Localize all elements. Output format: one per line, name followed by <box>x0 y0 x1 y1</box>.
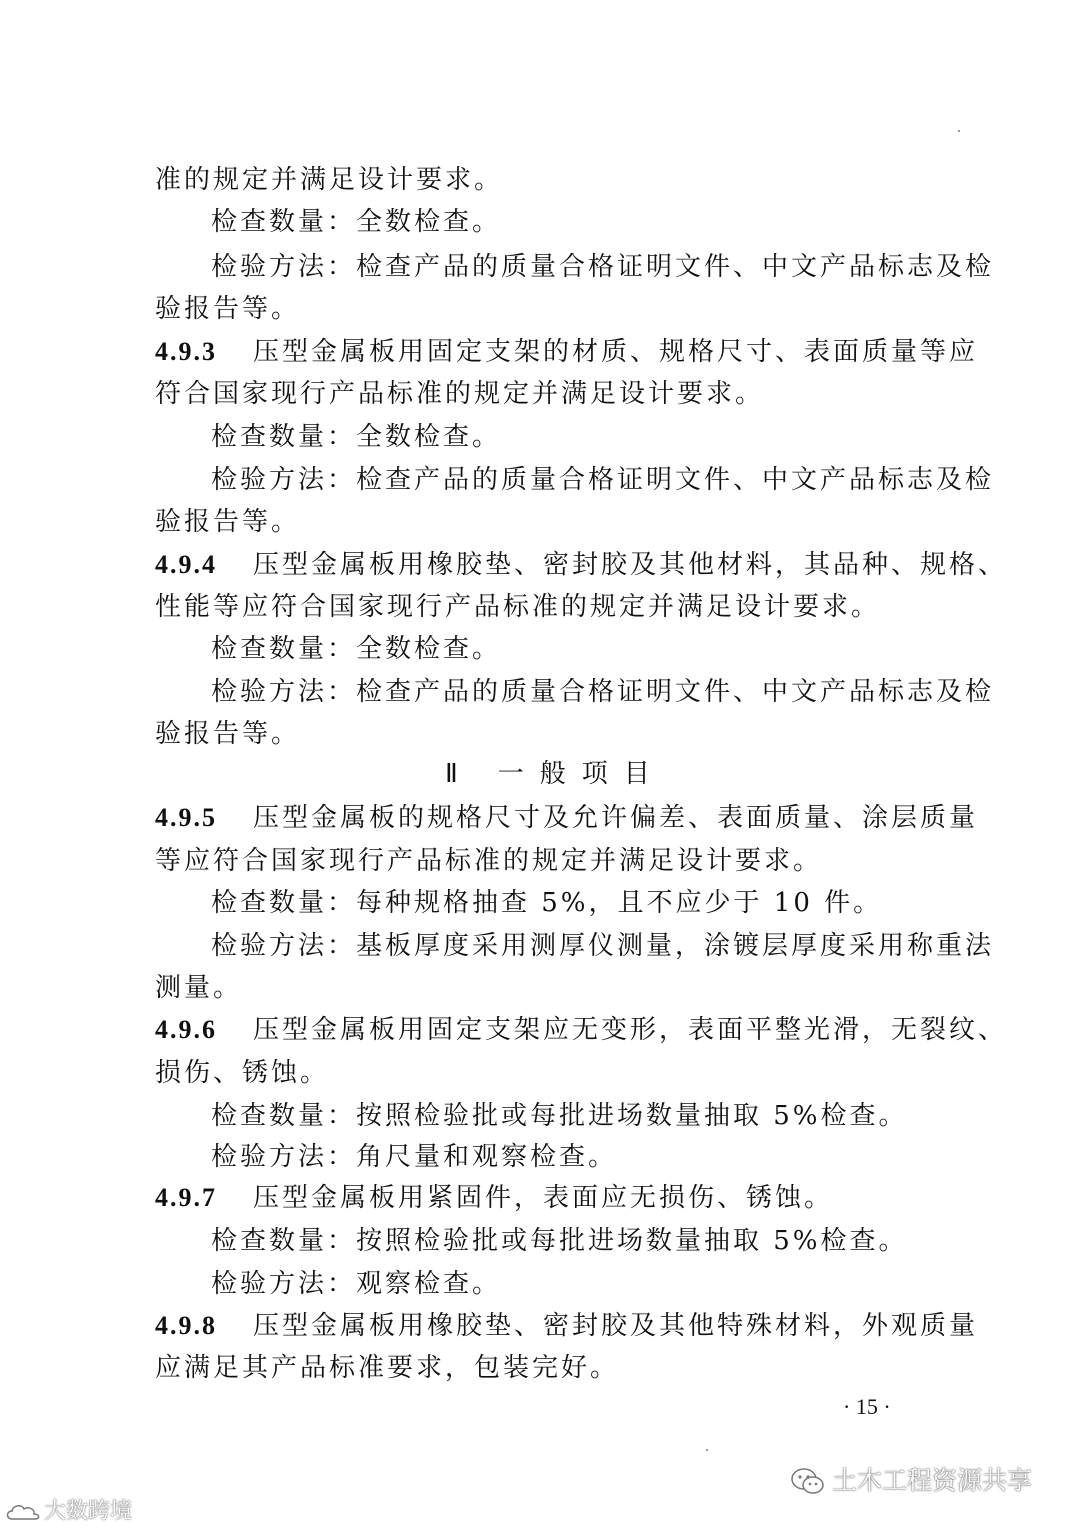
clause-text: 压型金属板用固定支架应无变形，表面平整光滑，无裂纹、 <box>253 1015 1008 1045</box>
section-roman-numeral: Ⅱ <box>445 759 458 788</box>
text-line: 验报告等。 <box>155 507 301 537</box>
watermark-dashujingjing <box>4 1498 132 1524</box>
scan-speck <box>706 1449 708 1451</box>
text-line: 测量。 <box>155 973 243 1003</box>
watermark-right-text: 土木工程资源共享 <box>832 1467 1033 1495</box>
clause-text: 压型金属板用紧固件，表面应无损伤、锈蚀。 <box>253 1183 834 1213</box>
clause-4-9-5 <box>155 802 978 834</box>
text-line: 性能等应符合国家现行产品标准的规定并满足设计要求。 <box>155 592 881 622</box>
clause-number: 4.9.4 <box>155 550 217 579</box>
clause-number: 4.9.3 <box>155 337 217 366</box>
clause-text: 压型金属板用橡胶垫、密封胶及其他特殊材料，外观质量 <box>253 1311 979 1341</box>
page-number: · 15 · <box>843 1394 891 1419</box>
clause-number: 4.9.7 <box>155 1183 217 1212</box>
inspection-method: 检验方法：基板厚度采用测厚仪测量，涂镀层厚度采用称重法 <box>211 931 995 961</box>
clause-number: 4.9.6 <box>155 1015 217 1044</box>
clause-number: 4.9.5 <box>155 803 217 832</box>
clause-4-9-4 <box>155 549 1007 581</box>
text-line: 验报告等。 <box>155 294 301 324</box>
inspection-quantity: 检查数量：按照检验批或每批进场数量抽取 5%检查。 <box>211 1226 908 1256</box>
inspection-method: 检验方法：检查产品的质量合格证明文件、中文产品标志及检 <box>211 677 995 707</box>
text-line: 符合国家现行产品标准的规定并满足设计要求。 <box>155 379 765 409</box>
clause-4-9-7 <box>155 1182 833 1214</box>
text-line: 应满足其产品标准要求，包装完好。 <box>155 1353 620 1383</box>
scan-speck <box>958 130 960 132</box>
clause-number: 4.9.8 <box>155 1311 217 1340</box>
inspection-quantity: 检查数量：全数检查。 <box>211 207 502 237</box>
clause-text: 压型金属板用橡胶垫、密封胶及其他材料，其品种、规格、 <box>253 550 1008 580</box>
text-line: 等应符合国家现行产品标准的规定并满足设计要求。 <box>155 846 823 876</box>
text-line: 损伤、锈蚀。 <box>155 1058 330 1088</box>
inspection-method: 检验方法：观察检查。 <box>211 1269 502 1299</box>
watermark-left-text: 大数跨境 <box>44 1498 133 1523</box>
section-heading-text: 一般项目 <box>497 759 666 789</box>
section-title <box>445 758 666 790</box>
text-line: 准的规定并满足设计要求。 <box>155 165 504 195</box>
clause-4-9-6 <box>155 1014 1007 1046</box>
clause-text: 压型金属板的规格尺寸及允许偏差、表面质量、涂层质量 <box>253 803 979 833</box>
inspection-method: 检验方法：检查产品的质量合格证明文件、中文产品标志及检 <box>211 252 995 282</box>
wechat-icon <box>790 1467 826 1497</box>
clause-4-9-3 <box>155 336 978 368</box>
inspection-quantity: 检查数量：每种规格抽查 5%，且不应少于 10 件。 <box>211 888 883 918</box>
inspection-method: 检验方法：角尺量和观察检查。 <box>211 1142 618 1172</box>
text-line: 验报告等。 <box>155 719 301 749</box>
inspection-quantity: 检查数量：全数检查。 <box>211 422 502 452</box>
clause-text: 压型金属板用固定支架的材质、规格尺寸、表面质量等应 <box>253 337 979 367</box>
inspection-quantity: 检查数量：按照检验批或每批进场数量抽取 5%检查。 <box>211 1101 908 1131</box>
cloud-logo-icon <box>4 1501 44 1523</box>
inspection-quantity: 检查数量：全数检查。 <box>211 634 502 664</box>
watermark-wechat <box>790 1466 1032 1497</box>
inspection-method: 检验方法：检查产品的质量合格证明文件、中文产品标志及检 <box>211 465 995 495</box>
clause-4-9-8 <box>155 1310 978 1342</box>
